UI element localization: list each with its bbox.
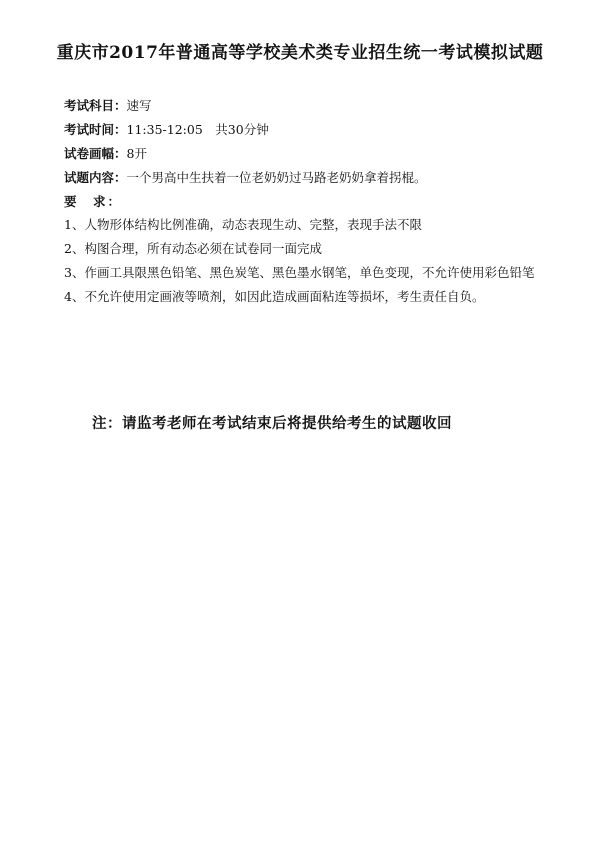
subject-label: 考试科目： [64,98,127,113]
requirements-heading: 要 求： [64,194,123,209]
subject-value: 速写 [126,98,152,113]
content-value: 一个男高中生扶着一位老奶奶过马路老奶奶拿着拐棍。 [126,170,427,185]
subject-row [64,94,564,118]
time-value: 11:35-12:05 共30分钟 [126,122,269,137]
time-row [64,118,564,142]
exam-info [64,94,564,214]
requirements-heading-row [64,190,564,214]
requirements-list [64,213,544,309]
content-label: 试题内容： [64,170,127,185]
proctor-note: 注：请监考老师在考试结束后将提供给考生的试题收回 [92,415,452,432]
content-row [64,166,564,190]
requirement-item: 3、作画工具限黑色铅笔、黑色炭笔、黑色墨水钢笔，单色变现，不允许使用彩色铅笔 [64,265,535,280]
requirement-item: 2、构图合理，所有动态必须在试卷同一面完成 [64,241,322,256]
paper-size-label: 试卷画幅： [64,146,127,161]
document-title: 重庆市2017年普通高等学校美术类专业招生统一考试模拟试题 [56,43,544,63]
paper-size-row [64,142,564,166]
requirement-item: 4、不允许使用定画液等喷剂，如因此造成画面粘连等损坏，考生责任自负。 [64,289,485,304]
requirement-item: 1、人物形体结构比例准确，动态表现生动、完整，表现手法不限 [64,217,422,232]
paper-size-value: 8开 [126,146,147,161]
time-label: 考试时间： [64,122,127,137]
